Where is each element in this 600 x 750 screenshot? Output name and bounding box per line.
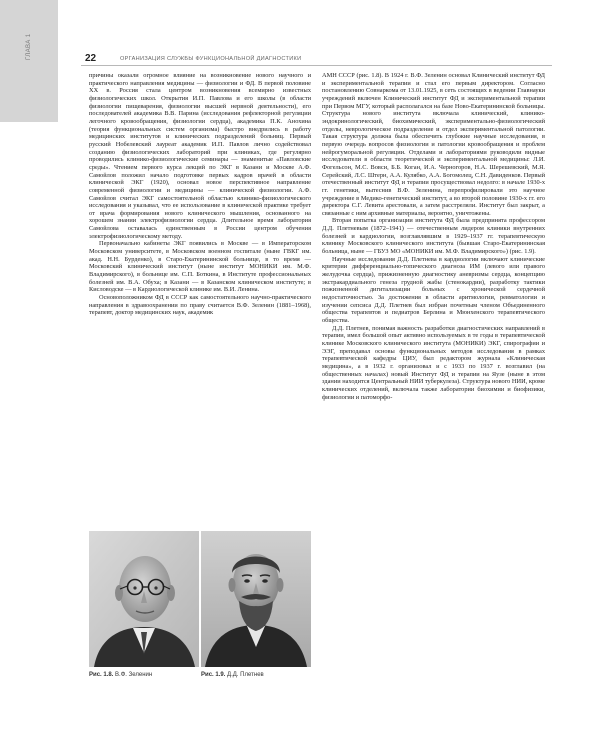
paragraph: причины оказали огромное влияние на возникновение нового научного и практического направления медицины — физиологии и ФД. В первой половине XX в. Россия стала центром возникновения всемирно известных физиологических школ. Открытия И.П. Павлова и его школы (в области физиологии пищеварения, физиологии высшей нервной деятельности), его последователей академика В.В. Парина (исследования рефлекторной регуляции легочного кровообращения, физиологии сердца), академика П.К. Анохина (теория функциональных систем организма) быстро внедрились в работу медицинских институтов и клинических подразделений больниц. Первый русский Нобелевский лауреат академик И.П. Павлов лично содействовал созданию физиологических лабораторий при клиниках, где регулярно проводились клинико-физиологические семинары — знаменитые «Павловские среды». Чтением первого курса лекций по ЭКГ в Казани и Москве А.Ф. Самойлов положил начало подготовке первых кадров врачей в области клинической ЭКГ (1920), основал новое перспективное направление современной физиологии и медицины — клинической физиологии. А.Ф. Самойлов считал ЭКГ самостоятельной областью клинико-физиологического исследования и указывал, что ее использование в клинической практике требует от врача формирования нового клинического мышления, основанного на хорошем знании электрофизиологии сердца. Длительное время лаборатория Самойлова оставалась единственным в России центром обучения электрофизиологическому методу. (89, 72, 311, 240)
portrait-photo-pletnev (201, 531, 311, 667)
figure-caption-text: Д.Д. Плетнев (227, 672, 264, 678)
running-head: ОРГАНИЗАЦИЯ СЛУЖБЫ ФУНКЦИОНАЛЬНОЙ ДИАГНОСТИКИ (120, 56, 302, 62)
figure-caption-1 (89, 672, 152, 678)
paragraph: Д.Д. Плетнев, понимая важность разработки диагностических направлений в терапии, имел большой опыт активно используемых в те годы в терапевтической клинике Московского клинического института (МОНИКИ) ЭКГ, спирографии и ЭЭГ, преподавал основы функциональных методов исследования в рамках терапевтической кафедры ЦИУ, был редактором журнала «Клиническая медицина», а в 1932 г. организовал и с 1933 по 1937 г. возглавил (на общественных началах) новый Институт ФД и терапии на Яузе (ныне в этом здании находится Центральный НИИ туберкулеза). Структура нового НИИ, кроме клинических отделений, включала также лаборатории биохимии и биофизики, физиологии и патоморфо- (322, 324, 545, 401)
figure-caption-2 (201, 672, 264, 678)
text-column-left (89, 72, 311, 317)
text-column-right (322, 72, 545, 401)
paragraph: АМН СССР (рис. 1.8). В 1924 г. В.Ф. Зеленин основал Клинический институт ФД и экспериментальной терапии и стал его первым директором. Согласно постановлению Совнаркома от 13.01.1925, в сеть состоящих в ведении Главнауки учреждений включен Клинический институт ФД и экспериментальной терапии при Первом МГУ, который располагался на базе Ново-Екатерининской больницы. Структура нового института включала клинический, клинико-эндокринологический, биохимический, экспериментально-физиологический отделы, неврологическое подразделение и отдел экспериментальной патологии. Такая структура должна была обеспечить глубокие научные исследования, в первую очередь вопросов физиологии и патологии кровообращения и проблем нейрогуморальной регуляции. Отделами и лабораториями руководили видные исследователи в области теоретической и экспериментальной медицины: Л.И. Фогельсон, М.С. Вовси, Б.Б. Коган, И.А. Черногоров, Н.А. Шерешевский, М.Я. Серейский, Л.С. Штерн, А.А. Кулябко, А.А. Богомолец, С.Н. Давиденков. Первый отечественный институт ФД и терапии просуществовал недолго: в начале 1930-х гг. генетики, вытеснив В.Ф. Зеленина, перепрофилировали это научное учреждение в Медико-генетический институт, а во второй половине 1930-х гг. его директора С.Г. Левита арестовали, а затем расстреляли. Институт был закрыт, а связанные с ним архивные материалы, вероятно, уничтожены. (322, 72, 545, 217)
paragraph: Вторая попытка организации института ФД была предпринята профессором Д.Д. Плетневым (1872–1941) — отечественным лидером клиники внутренних болезней и кардиологии, возглавлявшим в 1929–1937 гг. терапевтическую клинику Московского клинического института (бывшая Старо-Екатерининская больница, ныне — ГБУЗ МО «МОНИКИ им. М.Ф. Владимирского») (рис. 1.9). (322, 217, 545, 256)
figure-label: Рис. 1.8. (89, 672, 114, 678)
page-number: 22 (85, 53, 97, 64)
chapter-side-tab (0, 0, 58, 122)
portrait-photo-zelenin (89, 531, 199, 667)
portrait-image (89, 531, 199, 667)
chapter-label: ГЛАВА 1 (26, 33, 32, 60)
figure-caption-text: В.Ф. Зеленин (115, 672, 153, 678)
portrait-image (201, 531, 311, 667)
figure-label: Рис. 1.9. (201, 672, 226, 678)
paragraph: Научные исследования Д.Д. Плетнева в кардиологии включают клинические критерии дифференциально-топического диагноза ИМ (левого или правого желудочка сердца), прижизненную диагностику аневризмы сердца, концепцию экстракардиального генеза грудной жабы (стенокардии), разработку тактики пожизненной дигитализации больных с хронической сердечной недостаточностью. За достижения в области аритмологии, ревматологии и изучении сепсиса Д.Д. Плетнев был избран почетным членом Объединенного общества терапевтов и педиатров Берлина и Мюнхенского терапевтического общества. (322, 255, 545, 324)
header-divider (81, 65, 552, 66)
paragraph: Первоначально кабинеты ЭКГ появились в Москве — в Императорском Московском университете, в Московском военном госпитале (ныне ГВКГ им. акад. Н.Н. Бурденко), в Старо-Екатерининской больнице, в то время — Московский клинический институт (ныне институт МОНИКИ им. М.Ф. Владимирского), в больнице им. С.П. Боткина, в Институте профессиональных болезней им. В.А. Обуха; в Казани — в Казанском клиническом институте; в Кисловодске — в Кардиологической клинике им. В.И. Ленина. (89, 240, 311, 294)
paragraph: Основоположником ФД в СССР как самостоятельного научно-практического направления в здравоохранении по праву считается В.Ф. Зеленин (1881–1968), терапевт, доктор медицинских наук, академик (89, 294, 311, 317)
